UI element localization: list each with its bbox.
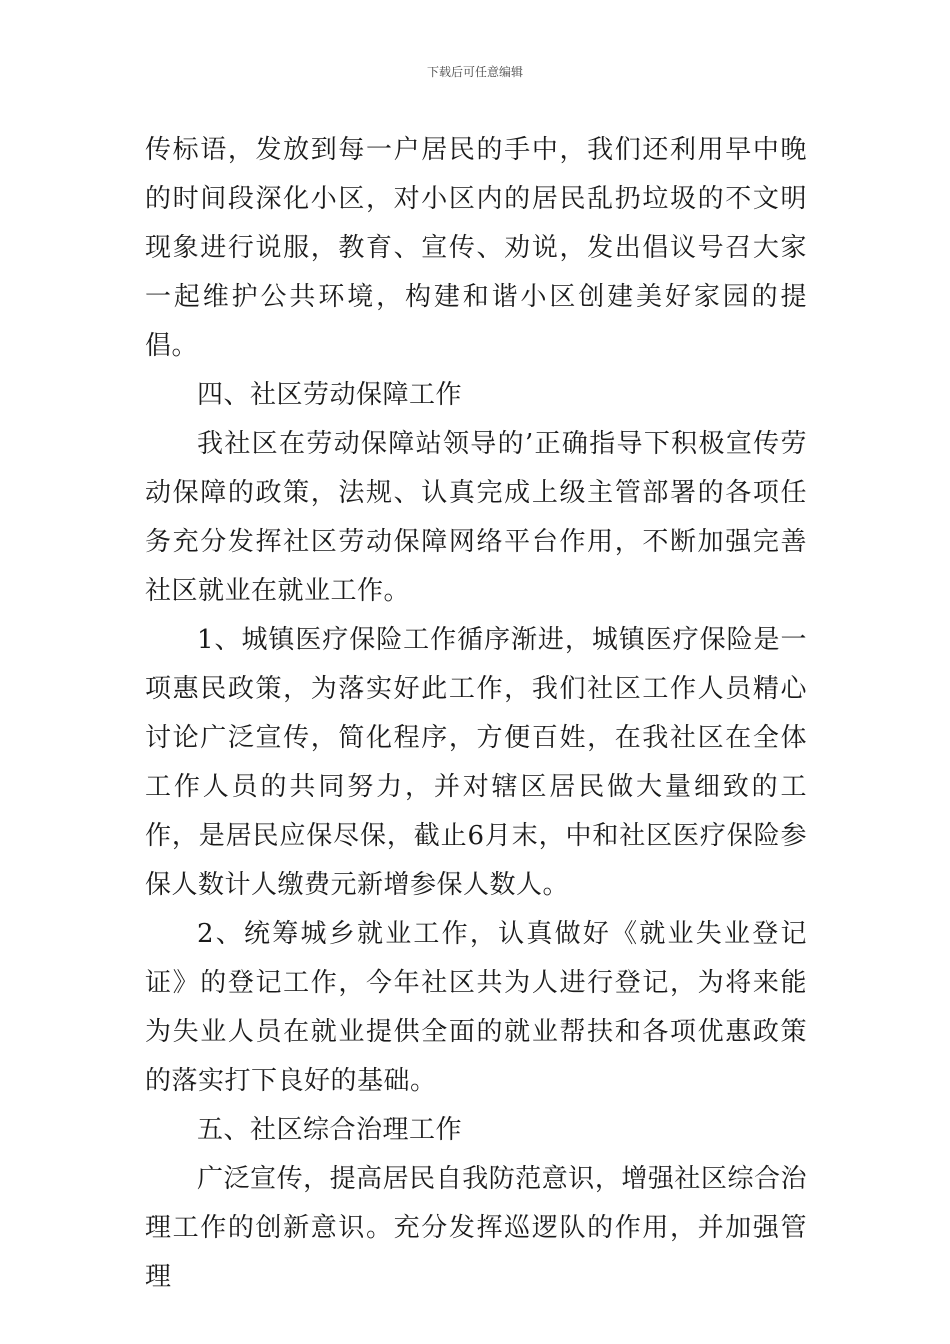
section-heading-comprehensive-governance: 五、社区综合治理工作 [197,1115,463,1145]
section-heading-labor-security: 四、社区劳动保障工作 [197,380,463,410]
paragraph-labor-security: 我社区在劳动保障站领导的’正确指导下积极宣传劳动保障的政策，法规、认真完成上级主管部署的各项任务充分发挥社区劳动保障网络平台作用，不断加强完善社区就业在就业工作。 [145,429,807,606]
page-header: 下载后可任意编辑 [426,65,523,79]
paragraph-employment: 2、统筹城乡就业工作，认真做好《就业失业登记证》的登记工作，今年社区共为人进行登记，为将来能为失业人员在就业提供全面的就业帮扶和各项优惠政策的落实打下良好的基础。 [145,919,807,1096]
paragraph-medical-insurance: 1、城镇医疗保险工作循序渐进，城镇医疗保险是一项惠民政策，为落实好此工作，我们社区工作人员精心讨论广泛宣传，简化程序，方便百姓，在我社区在全体工作人员的共同努力，并对辖区居民做大量细致的工作，是居民应保尽保，截止6月末，中和社区医疗保险参保人数计人缴费元新增参保人数人。 [145,625,807,900]
document-body [145,126,807,1302]
paragraph-comprehensive-governance: 广泛宣传，提高居民自我防范意识，增强社区综合治理工作的创新意识。充分发挥巡逻队的作用，并加强管理 [145,1164,807,1292]
paragraph-continuation: 传标语，发放到每一户居民的手中，我们还利用早中晚的时间段深化小区，对小区内的居民乱扔垃圾的不文明现象进行说服，教育、宣传、劝说，发出倡议号召大家一起维护公共环境，构建和谐小区创建美好家园的提倡。 [145,135,807,361]
